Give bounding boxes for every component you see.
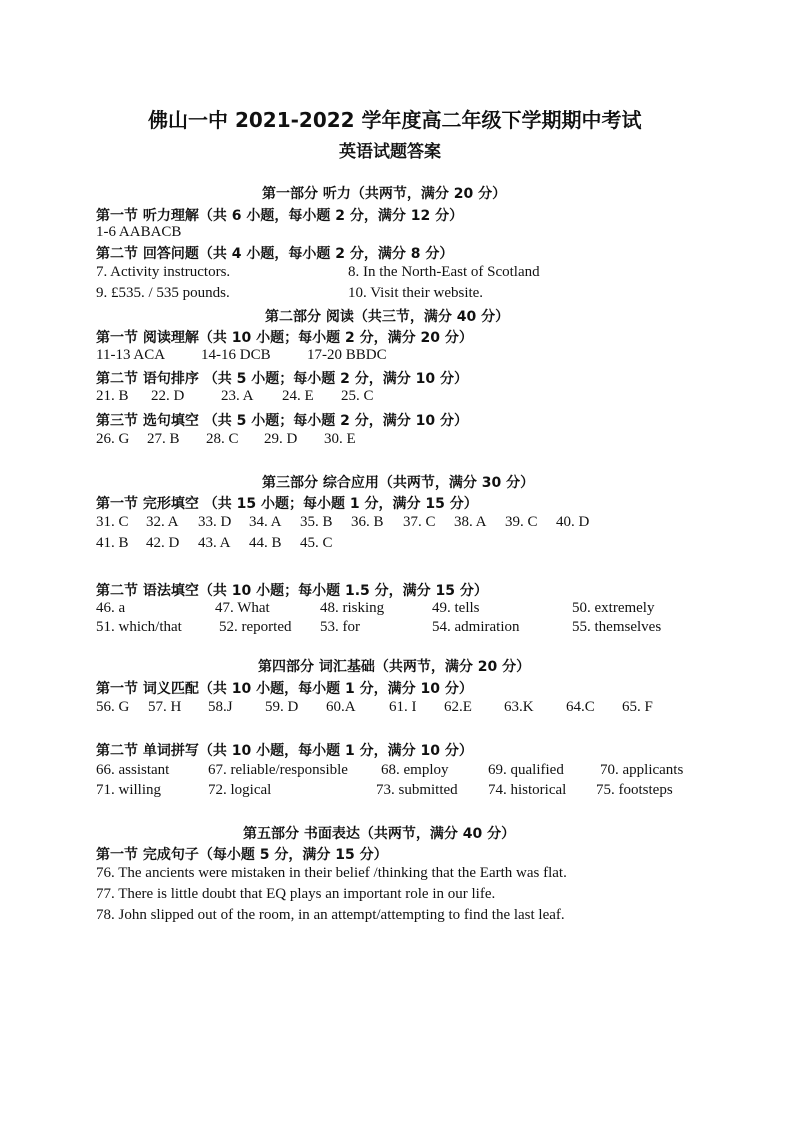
part2-sec2-heading: 第二节 语句排序 （共 5 小题；每小题 2 分，满分 10 分） [96, 371, 468, 387]
answer-item: 69. qualified [488, 762, 564, 778]
answer-item: 62.E [444, 699, 472, 715]
answer-item: 55. themselves [572, 619, 662, 635]
answer-item: 67. reliable/responsible [208, 762, 348, 778]
answer-item: 22. D [151, 388, 185, 404]
answer-item: 75. footsteps [596, 782, 673, 798]
answer-item: 24. E [282, 388, 314, 404]
answer-item: 43. A [198, 535, 231, 551]
answer-item: 26. G [96, 431, 130, 447]
answer-item: 66. assistant [96, 762, 170, 778]
answer-item: 60.A [326, 699, 356, 715]
part5-heading: 第五部分 书面表达（共两节，满分 40 分） [243, 826, 516, 842]
answer-item: 51. which/that [96, 619, 182, 635]
answer-item: 44. B [249, 535, 282, 551]
part2-sec1-heading: 第一节 阅读理解（共 10 小题；每小题 2 分，满分 20 分） [96, 330, 473, 346]
answer-item: 50. extremely [572, 600, 655, 616]
answer-item: 68. employ [381, 762, 449, 778]
answer-group: 11-13 ACA [96, 347, 166, 363]
answer-item: 38. A [454, 514, 487, 530]
answer-item: 65. F [622, 699, 653, 715]
answer-item: 59. D [265, 699, 299, 715]
answer-item: 57. H [148, 699, 182, 715]
answer-item: 39. C [505, 514, 538, 530]
answer-item: 64.C [566, 699, 595, 715]
answer-item: 58.J [208, 699, 233, 715]
answer-item: 35. B [300, 514, 333, 530]
answer-item: 73. submitted [376, 782, 458, 798]
answer-group: 17-20 BBDC [307, 347, 387, 363]
answer-item: 48. risking [320, 600, 385, 616]
answer-item: 41. B [96, 535, 129, 551]
page-title: 佛山一中 2021-2022 学年度高二年级下学期期中考试 [148, 108, 642, 132]
answer-item: 40. D [556, 514, 590, 530]
answer-item: 71. willing [96, 782, 162, 798]
answer-item: 32. A [146, 514, 179, 530]
answer-item: 47. What [215, 600, 270, 616]
answer-item: 52. reported [219, 619, 292, 635]
answer-item: 61. I [389, 699, 417, 715]
answer-item: 33. D [198, 514, 232, 530]
answer-7: 7. Activity instructors. [96, 264, 231, 280]
part4-sec2-heading: 第二节 单词拼写（共 10 小题，每小题 1 分，满分 10 分） [96, 743, 473, 759]
answer-item: 30. E [324, 431, 356, 447]
part1-sec1-heading: 第一节 听力理解（共 6 小题，每小题 2 分，满分 12 分） [96, 208, 464, 224]
answer-item: 25. C [341, 388, 374, 404]
answer-item: 54. admiration [432, 619, 520, 635]
answer-item: 29. D [264, 431, 298, 447]
part2-sec3-heading: 第三节 选句填空 （共 5 小题；每小题 2 分，满分 10 分） [96, 413, 468, 429]
answer-item: 56. G [96, 699, 130, 715]
answer-item: 27. B [147, 431, 180, 447]
answer-item: 72. logical [208, 782, 272, 798]
answer-item: 28. C [206, 431, 239, 447]
part3-sec1-heading: 第一节 完形填空 （共 15 小题；每小题 1 分，满分 15 分） [96, 496, 478, 512]
sentence-77: 77. There is little doubt that EQ plays an important role in our life. [96, 886, 496, 902]
answer-group: 14-16 DCB [201, 347, 271, 363]
answer-item: 21. B [96, 388, 129, 404]
answer-item: 23. A [221, 388, 254, 404]
part3-sec2-heading: 第二节 语法填空（共 10 小题；每小题 1.5 分，满分 15 分） [96, 583, 488, 599]
answer-item: 37. C [403, 514, 436, 530]
answer-item: 49. tells [432, 600, 480, 616]
page-subtitle: 英语试题答案 [339, 142, 441, 162]
answer-item: 63.K [504, 699, 534, 715]
part3-heading: 第三部分 综合应用（共两节，满分 30 分） [262, 475, 535, 491]
answer-8: 8. In the North-East of Scotland [348, 264, 540, 280]
part1-sec1-answers: 1-6 AABACB [96, 224, 182, 240]
part1-heading: 第一部分 听力（共两节，满分 20 分） [262, 186, 507, 202]
part5-sec1-heading: 第一节 完成句子（每小题 5 分，满分 15 分） [96, 847, 388, 863]
sentence-78: 78. John slipped out of the room, in an attempt/attempting to find the last leaf. [96, 907, 565, 923]
answer-item: 36. B [351, 514, 384, 530]
answer-item: 74. historical [488, 782, 567, 798]
part4-heading: 第四部分 词汇基础（共两节，满分 20 分） [258, 659, 531, 675]
part4-sec1-heading: 第一节 词义匹配（共 10 小题，每小题 1 分，满分 10 分） [96, 681, 473, 697]
answer-item: 34. A [249, 514, 282, 530]
answer-item: 45. C [300, 535, 333, 551]
part1-sec2-heading: 第二节 回答问题（共 4 小题，每小题 2 分，满分 8 分） [96, 246, 454, 262]
answer-item: 70. applicants [600, 762, 684, 778]
part2-heading: 第二部分 阅读（共三节，满分 40 分） [265, 309, 510, 325]
answer-item: 42. D [146, 535, 180, 551]
answer-10: 10. Visit their website. [348, 285, 484, 301]
sentence-76: 76. The ancients were mistaken in their belief /thinking that the Earth was flat. [96, 865, 567, 881]
answer-9: 9. £535. / 535 pounds. [96, 285, 230, 301]
answer-item: 53. for [320, 619, 360, 635]
answer-item: 31. C [96, 514, 129, 530]
answer-item: 46. a [96, 600, 126, 616]
